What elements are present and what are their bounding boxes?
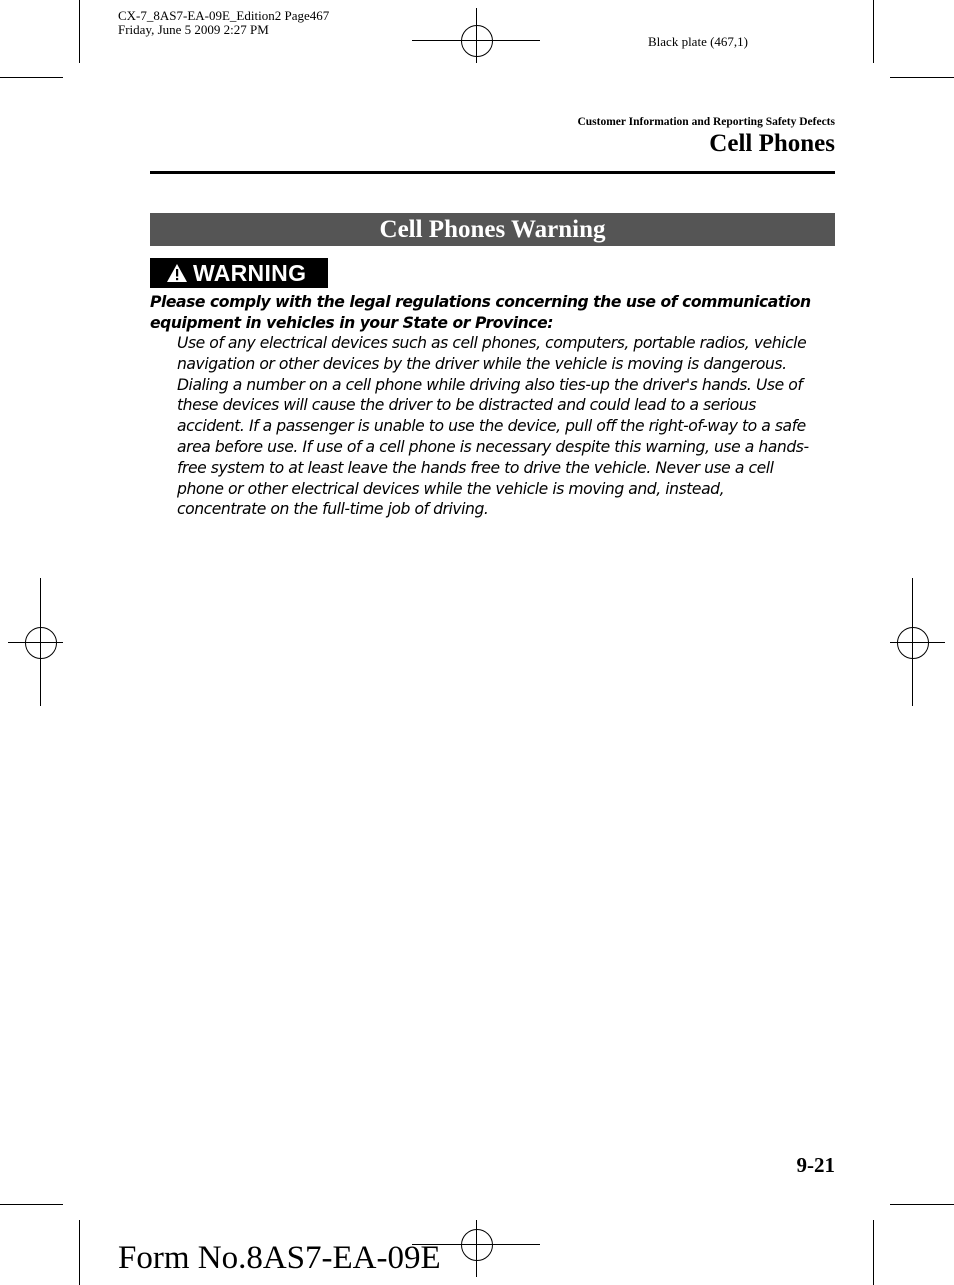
chapter-heading: Customer Information and Reporting Safety Defects — [577, 116, 835, 128]
warning-lead — [150, 292, 840, 333]
crop-mark — [79, 0, 80, 63]
crop-mark — [0, 1204, 63, 1205]
warning-triangle-icon — [166, 263, 188, 283]
warning-body-line: free system to at least leave the hands free to drive the vehicle. Never use a cell — [177, 458, 774, 477]
print-date-line: Friday, June 5 2009 2:27 PM — [118, 22, 269, 37]
crop-mark — [0, 77, 63, 78]
warning-body-line: phone or other electrical devices while the vehicle is moving and, instead, — [177, 479, 725, 498]
warning-badge — [150, 258, 328, 288]
warning-lead-line: Please comply with the legal regulations concerning the use of communication — [150, 293, 811, 311]
print-file-line: CX-7_8AS7-EA-09E_Edition2 Page467 — [118, 8, 330, 23]
warning-lead-line: equipment in vehicles in your State or Province: — [150, 313, 553, 332]
form-number: Form No.8AS7-EA-09E — [118, 1240, 441, 1276]
warning-body-line: Dialing a number on a cell phone while driving also ties-up the driver's hands. Use of — [177, 375, 803, 394]
crop-mark — [873, 1220, 874, 1285]
warning-body-line: navigation or other devices by the driver while the vehicle is moving is dangerous. — [177, 354, 787, 373]
crop-mark — [890, 1204, 954, 1205]
warning-body — [177, 333, 839, 520]
warning-body-line: concentrate on the full-time job of driving. — [177, 500, 489, 519]
header-divider — [150, 171, 835, 174]
print-plate-info: Black plate (467,1) — [648, 34, 748, 49]
crop-mark — [873, 0, 874, 63]
warning-body-line: accident. If a passenger is unable to use the device, pull off the right-of-way to a safe — [177, 417, 806, 436]
warning-body-line: these devices will cause the driver to be distracted and could lead to a serious — [177, 396, 756, 415]
page-number: 9-21 — [796, 1153, 835, 1177]
warning-body-line: area before use. If use of a cell phone is necessary despite this warning, use a hands- — [177, 437, 809, 456]
page-title: Cell Phones — [709, 130, 835, 157]
warning-body-line: Use of any electrical devices such as cell phones, computers, portable radios, vehicle — [177, 334, 807, 352]
section-title: Cell Phones Warning — [150, 213, 835, 246]
crop-mark — [79, 1220, 80, 1285]
print-file-info — [118, 9, 329, 37]
crop-mark — [890, 77, 954, 78]
warning-label: WARNING — [193, 259, 307, 286]
